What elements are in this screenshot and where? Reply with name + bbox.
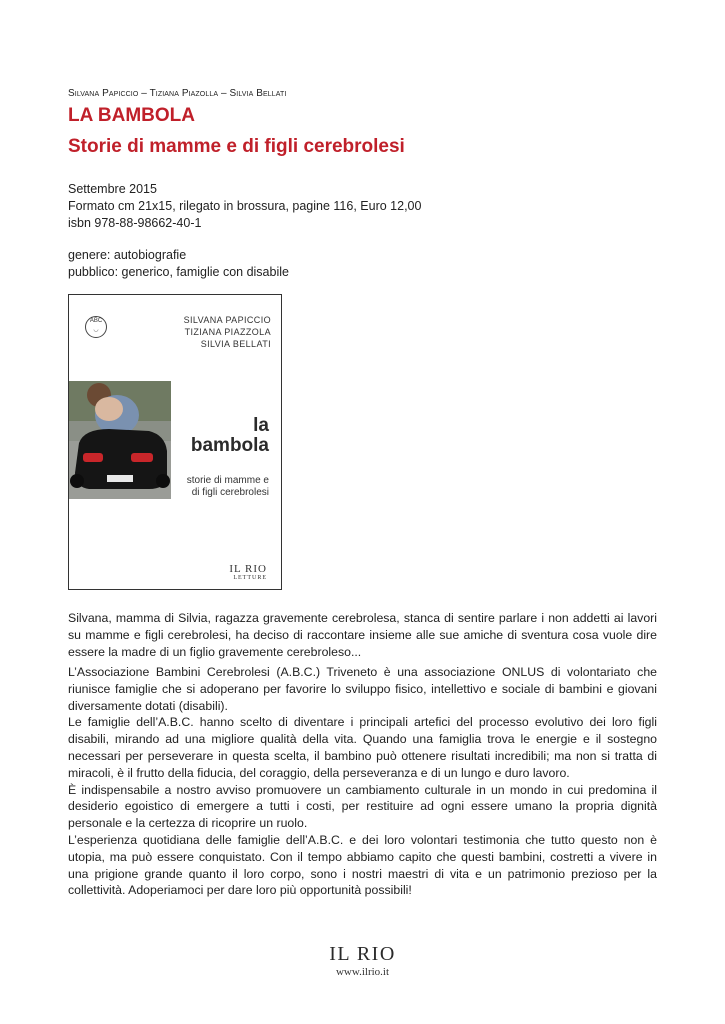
association-text — [68, 664, 657, 899]
paragraph-families: Le famiglie dell’A.B.C. hanno scelto di diventare i principali artefici del processo evolutivo dei loro figli disabili, mirando ad una migliore qualità della vita. Quando una famiglia trova le energie e il sostegno necessari per perseverare in questa scelta, il bambino può ottenere risultati incredibili; ma non si tratta di miracoli, è il frutto della fiducia, del coraggio, della perseveranza e di un lungo e duro lavoro. — [68, 715, 657, 780]
book-subtitle: Storie di mamme e di figli cerebrolesi — [68, 136, 405, 157]
cover-author-3: SILVIA BELLATI — [200, 339, 271, 349]
cover-title-line-1: la — [253, 415, 269, 436]
book-audience: pubblico: generico, famiglie con disabile — [68, 265, 289, 279]
paragraph-abc: L’Associazione Bambini Cerebrolesi (A.B.C.) Triveneto è una associazione ONLUS di volontariato che riunisce famiglie che si adoperano per favorire lo sviluppo fisico, intellettivo e sociale di bambini e giovani diversamente dotati (disabili). — [68, 665, 657, 713]
footer-website-link[interactable]: www.ilrio.it — [335, 966, 390, 978]
paragraph-experience: L’esperienza quotidiana delle famiglie dell’A.B.C. e dei loro volontari testimonia che tutto questo non è utopia, ma può essere conquistato. Con il tempo abbiamo capito che questi bambini, costretti a vivere in una prigione grande quanto il loro corpo, sono i nostri maestri di vita e un patrimonio prezioso per la collettività. Adoperiamoci per dare loro più opportunità possibili! — [68, 832, 657, 898]
abc-logo-text: ABC — [89, 318, 103, 324]
cover-subtitle-line-2: di figli cerebrolesi — [191, 487, 269, 498]
authors-line — [68, 88, 286, 99]
abc-logo-icon — [85, 316, 107, 338]
book-isbn: isbn 978-88-98662-40-1 — [68, 216, 202, 230]
cover-title-line-2: bambola — [190, 435, 269, 456]
cover-publisher-series: LETTURE — [233, 575, 267, 581]
cover-subtitle-line-1: storie di mamme e — [186, 475, 269, 486]
publication-date: Settembre 2015 — [68, 182, 157, 196]
book-cover-image — [68, 294, 282, 590]
intro-paragraph: Silvana, mamma di Silvia, ragazza gravemente cerebrolesa, stanca di sentire parlare i non addetti ai lavori su mamme e figli cerebrolesi, ha deciso di raccontare insieme alle sue amiche di sventura cosa vuole dire essere la madre di un figlio gravemente cerebroleso... — [68, 611, 657, 659]
book-genre: genere: autobiografie — [68, 248, 187, 262]
cover-publisher-logo: IL RIO — [229, 563, 267, 575]
smiley-icon: ◡ — [93, 327, 99, 333]
book-format: Formato cm 21x15, rilegato in brossura, pagine 116, Euro 12,00 — [68, 199, 422, 213]
authors-text: Silvana Papiccio – Tiziana Piazolla – Silvia Bellati — [68, 88, 287, 99]
paragraph-cultural-change: È indispensabile a nostro avviso promuovere un cambiamento culturale in un mondo in cui predomina il desiderio egoistico di emergere a tutti i costi, per restituire ad ogni essere umano la propria dignità personale e la certezza di ricoprire un ruolo. — [68, 782, 657, 831]
cover-author-2: TIZIANA PIAZZOLA — [184, 327, 271, 337]
book-title: LA BAMBOLA — [68, 105, 195, 126]
cover-author-1: SILVANA PAPICCIO — [183, 315, 271, 325]
cover-photo-child-car — [69, 381, 171, 499]
footer-publisher-logo: IL RIO — [329, 943, 396, 965]
